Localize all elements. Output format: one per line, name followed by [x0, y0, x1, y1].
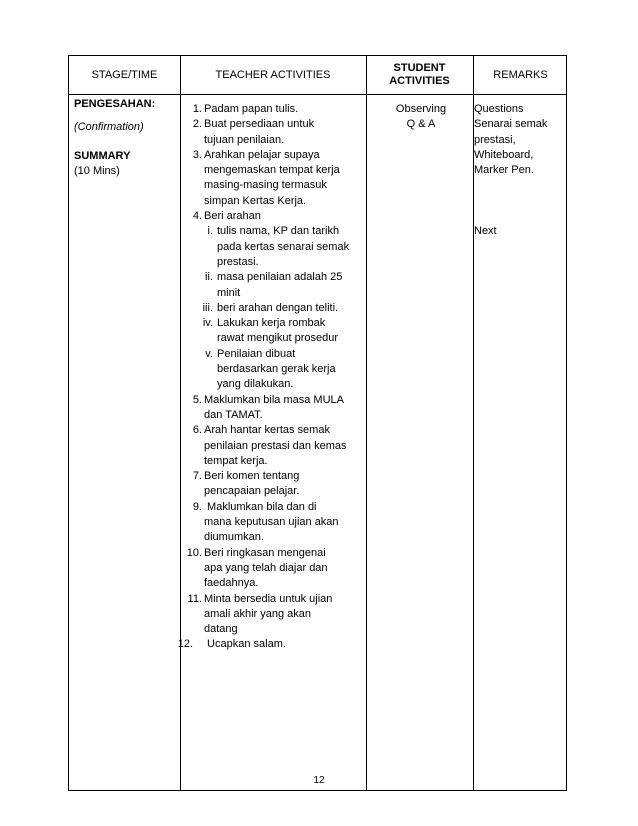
header-student-activities	[366, 56, 473, 94]
item-number: 3.	[192, 148, 202, 161]
header-stage-time-label: STAGE/TIME	[91, 68, 158, 81]
item-number: 5.	[192, 393, 202, 406]
teacher-item	[181, 393, 369, 424]
item-number: 9.	[192, 500, 202, 513]
item-text-line: rawat mengikut prosedur	[217, 332, 339, 345]
header-remarks	[473, 56, 568, 94]
teacher-item	[181, 148, 369, 209]
student-activities-cell	[367, 102, 475, 133]
item-text-line: Maklumkan bila dan di	[204, 500, 317, 513]
item-text-line: Lakukan kerja rombak	[217, 317, 326, 330]
teacher-subitem	[181, 347, 369, 393]
teacher-subitem	[181, 224, 369, 270]
item-number: 2.	[192, 118, 202, 131]
item-text-line: Minta bersedia untuk ujian	[204, 592, 333, 605]
teacher-item	[181, 592, 369, 638]
header-stage-time	[69, 56, 180, 94]
teacher-subitem	[181, 301, 369, 316]
item-text-line: datang	[204, 623, 238, 636]
teacher-activities-list	[177, 102, 369, 653]
item-number: 11.	[187, 592, 202, 605]
item-text-line: Beri arahan	[204, 210, 261, 223]
teacher-item	[181, 117, 369, 148]
item-text-line: Maklumkan bila masa MULA	[204, 393, 344, 406]
item-number: 4.	[192, 210, 202, 223]
remark-line: Questions	[474, 103, 524, 115]
item-number: 10.	[186, 546, 202, 559]
item-text-line: pencapaian pelajar.	[204, 485, 300, 498]
item-text-line: beri arahan dengan teliti.	[217, 301, 339, 314]
item-text-line: prestasi.	[217, 255, 259, 268]
remark-line: Whiteboard,	[474, 148, 534, 161]
item-text-line: diumumkan.	[204, 531, 264, 544]
header-teacher-activities	[180, 56, 366, 94]
item-text-line: yang dilakukan.	[217, 378, 294, 391]
header-student-line2: ACTIVITIES	[389, 75, 450, 87]
lesson-table	[68, 55, 567, 791]
item-text-line: apa yang telah diajar dan	[204, 561, 328, 574]
stage-subtitle: (Confirmation)	[74, 121, 144, 134]
student-activity-qa: Q & A	[406, 118, 436, 131]
item-text-line: Arahkan pelajar supaya	[204, 148, 320, 161]
item-text-line: Ucapkan salam.	[204, 638, 286, 651]
remarks-cell	[474, 102, 564, 240]
item-text-line: Padam papan tulis.	[204, 103, 299, 115]
remark-line: prestasi,	[474, 133, 516, 146]
remark-line: Senarai semak	[474, 118, 548, 131]
item-number: v.	[205, 347, 213, 360]
item-text-line: berdasarkan gerak kerja	[217, 363, 336, 376]
item-number: 1.	[192, 103, 202, 115]
teacher-item	[181, 423, 369, 469]
page-number: 12	[313, 775, 325, 786]
item-number: iv.	[202, 317, 213, 330]
item-text-line: Beri ringkasan mengenai	[204, 546, 326, 559]
item-number: ii.	[205, 271, 213, 284]
teacher-subitem	[181, 270, 369, 301]
item-text-line: dan TAMAT.	[204, 408, 263, 421]
item-number: iii.	[202, 301, 213, 314]
header-teacher-activities-label: TEACHER ACTIVITIES	[215, 68, 331, 81]
teacher-item	[181, 102, 369, 117]
item-number: i.	[207, 225, 213, 238]
item-text-line: masing-masing termasuk	[204, 179, 327, 192]
item-number: 12.	[177, 638, 193, 651]
item-text-line: minit	[217, 286, 241, 299]
remark-next: Next	[474, 225, 497, 238]
item-text-line: Arah hantar kertas semak	[204, 424, 330, 437]
header-remarks-label: REMARKS	[493, 68, 548, 81]
item-text-line: pada kertas senarai semak	[217, 240, 350, 253]
teacher-item	[181, 469, 369, 500]
item-text-line: Penilaian dibuat	[217, 347, 296, 360]
stage-title: PENGESAHAN:	[74, 98, 156, 110]
item-text-line: faedahnya.	[204, 577, 259, 590]
remark-line: Marker Pen.	[474, 164, 534, 177]
item-text-line: penilaian prestasi dan kemas	[204, 439, 347, 452]
item-text-line: Buat persediaan untuk	[204, 118, 315, 131]
item-text-line: masa penilaian adalah 25	[217, 271, 343, 284]
stage-cell	[74, 97, 178, 179]
item-text-line: tujuan penilaian.	[204, 133, 285, 146]
item-number: 7.	[192, 470, 202, 483]
item-text-line: tulis nama, KP dan tarikh	[217, 225, 340, 238]
item-text-line: simpan Kertas Kerja.	[204, 194, 307, 207]
item-text-line: amali akhir yang akan	[204, 607, 312, 620]
teacher-item	[181, 209, 369, 224]
item-text-line: mengemaskan tempat kerja	[204, 164, 340, 177]
header-student-line1: STUDENT	[393, 62, 446, 74]
item-text-line: mana keputusan ujian akan	[204, 516, 339, 529]
item-text-line: tempat kerja.	[204, 454, 268, 467]
item-number: 6.	[192, 424, 202, 437]
stage-summary: SUMMARY	[74, 149, 131, 162]
teacher-item	[177, 637, 369, 652]
header-divider	[69, 94, 566, 95]
teacher-item	[181, 546, 369, 592]
teacher-item	[181, 500, 369, 546]
teacher-subitem	[181, 316, 369, 347]
item-text-line: Beri komen tentang	[204, 470, 300, 483]
student-activity-observing: Observing	[395, 103, 447, 115]
stage-duration: (10 Mins)	[74, 164, 120, 177]
